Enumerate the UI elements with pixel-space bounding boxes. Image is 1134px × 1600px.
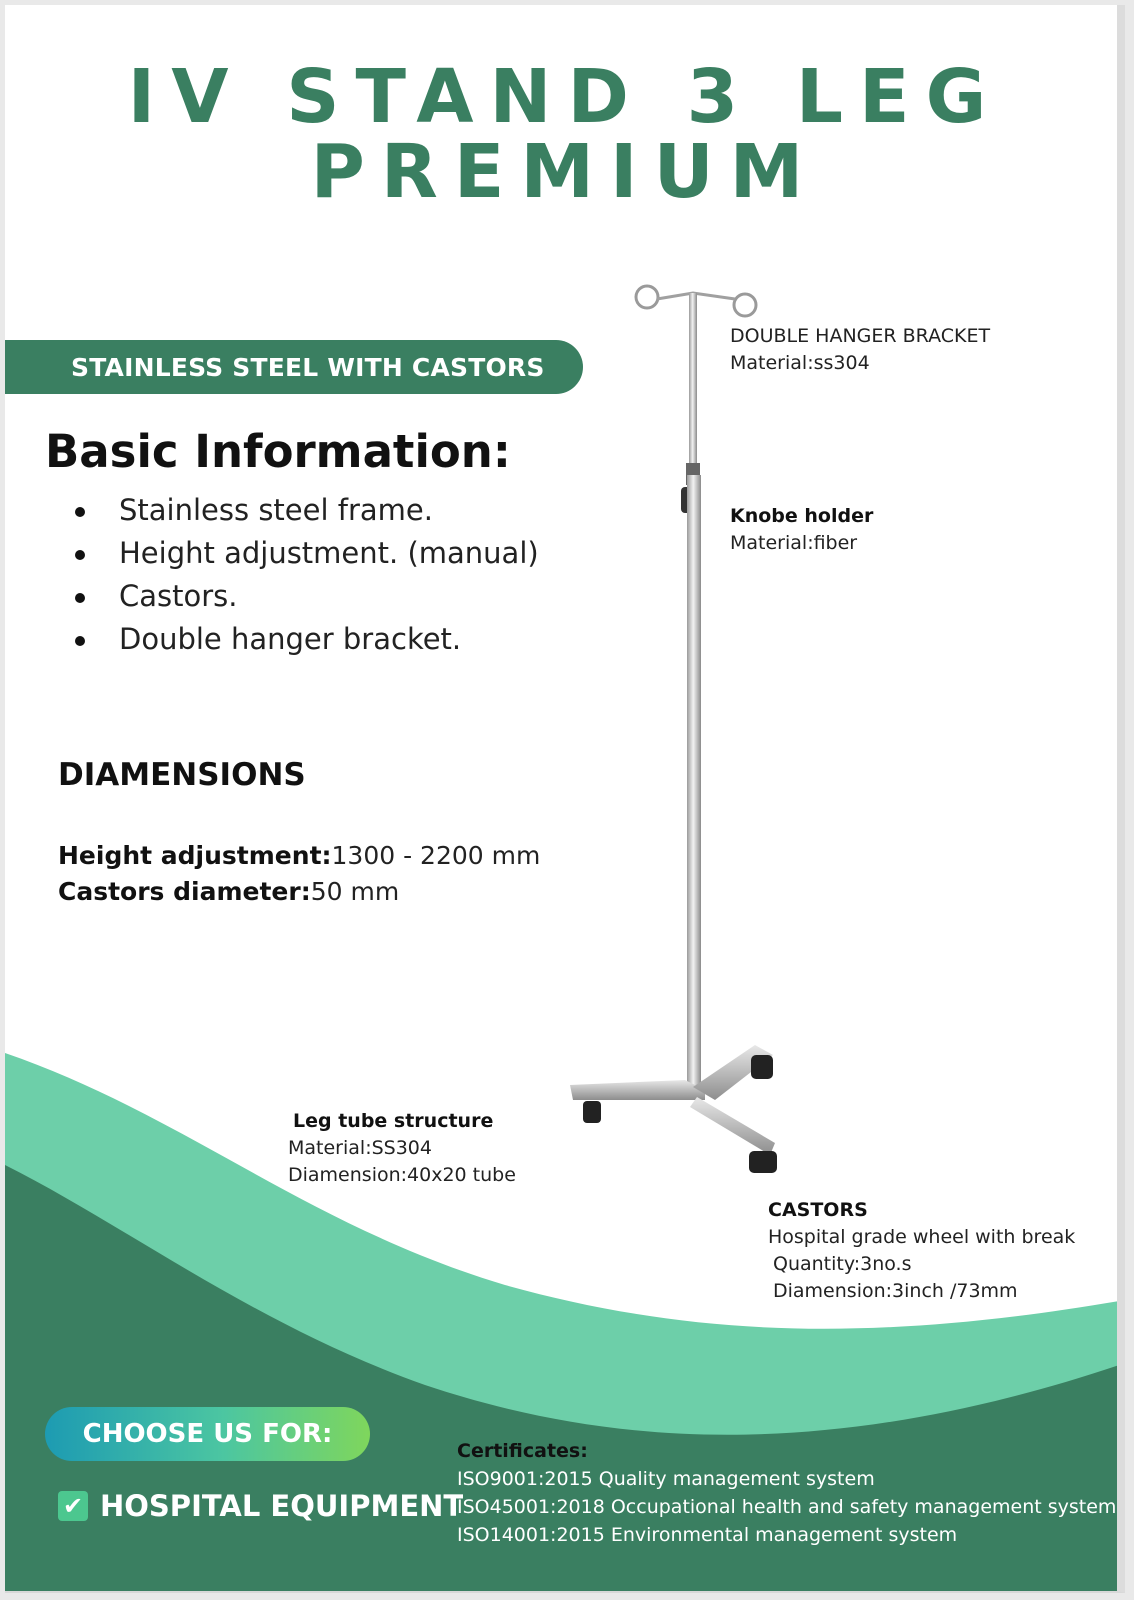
basic-info-list	[75, 489, 539, 661]
list-item: Height adjustment. (manual)	[75, 532, 539, 575]
checkmark-icon: ✔	[58, 1491, 88, 1521]
list-item: Double hanger bracket.	[75, 618, 539, 661]
castors-title: CASTORS	[768, 1199, 868, 1221]
castor-label: Castors diameter:	[58, 877, 311, 906]
height-value: 1300 - 2200 mm	[331, 841, 541, 870]
list-item: Castors.	[75, 575, 539, 618]
choose-us-badge: CHOOSE US FOR:	[45, 1407, 370, 1461]
leg-dimension: Diamension:40x20 tube	[288, 1164, 516, 1186]
leg-title: Leg tube structure	[293, 1110, 494, 1132]
castors-desc: Hospital grade wheel with break	[768, 1226, 1076, 1248]
dimensions-heading: DIAMENSIONS	[58, 757, 306, 793]
list-item: Stainless steel frame.	[75, 489, 539, 532]
castor-diameter-row	[58, 877, 399, 906]
castor-value: 50 mm	[310, 877, 400, 906]
material-banner: STAINLESS STEEL WITH CASTORS	[5, 340, 583, 394]
knob-title: Knobe holder	[730, 505, 874, 527]
castors-callout	[768, 1197, 1075, 1305]
product-sheet	[5, 5, 1125, 1593]
certificate-item: ISO14001:2015 Environmental management system	[457, 1524, 958, 1546]
certificate-item: ISO45001:2018 Occupational health and safety management system	[457, 1496, 1117, 1518]
hanger-material: Material:ss304	[730, 352, 870, 374]
height-label: Height adjustment:	[58, 841, 332, 870]
castors-quantity: Quantity:3no.s	[773, 1253, 912, 1275]
leg-material: Material:SS304	[288, 1137, 432, 1159]
hospital-label: HOSPITAL EQUIPMENT	[100, 1489, 464, 1523]
title-line-2: PREMIUM	[310, 129, 820, 215]
certificates-heading: Certificates:	[457, 1440, 588, 1462]
hanger-callout	[730, 323, 990, 377]
leg-callout	[288, 1108, 516, 1189]
castors-dimension: Diamension:3inch /73mm	[773, 1280, 1018, 1302]
iv-stand-image	[565, 275, 805, 1205]
title-line-1: IV STAND 3 LEG	[127, 54, 1003, 140]
certificate-item: ISO9001:2015 Quality management system	[457, 1468, 875, 1490]
height-adjustment-row	[58, 841, 540, 870]
hanger-title: DOUBLE HANGER BRACKET	[730, 325, 991, 347]
hospital-equipment	[58, 1489, 463, 1523]
knob-material: Material:fiber	[730, 532, 858, 554]
basic-info-heading: Basic Information:	[45, 425, 511, 478]
certificates-block	[457, 1437, 1116, 1549]
knob-callout	[730, 503, 873, 557]
